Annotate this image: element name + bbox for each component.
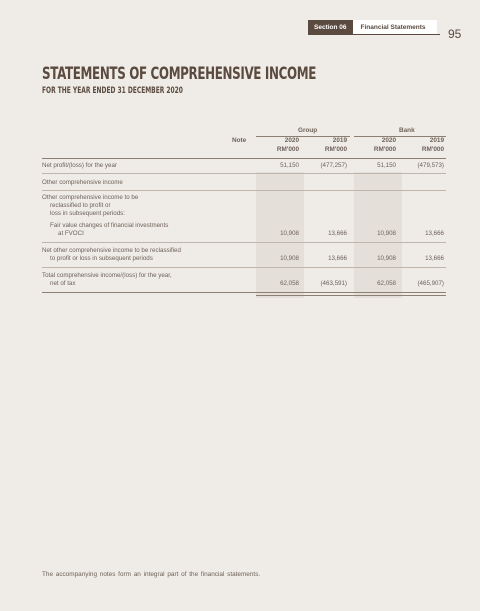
total-bank-2020: 62,058 (377, 280, 396, 287)
fair-value-group-2020: 10,908 (280, 230, 299, 237)
net-oci-bank-2020: 10,908 (377, 255, 396, 262)
page-number: 95 (448, 27, 462, 41)
total-line2: net of tax (50, 280, 76, 287)
section-title: Financial Statements (353, 20, 437, 34)
row-divider (42, 173, 446, 174)
page-title: STATEMENTS OF COMPREHENSIVE INCOME (42, 64, 316, 84)
net-oci-line2: to profit or loss in subsequent periods (50, 255, 153, 262)
header-bottom-rule (42, 158, 446, 159)
table-bottom-double-rule (256, 295, 446, 296)
col-group-2020-unit: RM'000 (276, 146, 299, 153)
net-oci-group-2020: 10,908 (280, 255, 299, 262)
fair-value-bank-2020: 10,908 (377, 230, 396, 237)
col-bank-2020-unit: RM'000 (373, 146, 396, 153)
net-oci-line1: Net other comprehensive income to be reclassified (42, 247, 181, 254)
header-divider (308, 34, 440, 35)
total-line1: Total comprehensive income/(loss) for the year, (42, 272, 172, 279)
col-bank-2020-year: 2020 (381, 137, 396, 144)
table-bottom-rule (42, 292, 446, 293)
col-group-2019-year: 2019 (332, 137, 347, 144)
net-profit-label: Net profit/(loss) for the year (42, 162, 117, 169)
fair-value-line1: Fair value changes of financial investments (50, 222, 169, 229)
net-profit-group-2019: (477,257) (320, 162, 347, 169)
col-bank-2019-year: 2019 (429, 137, 444, 144)
net-oci-bank-2019: 13,666 (425, 255, 444, 262)
footer-note: The accompanying notes form an integral part of the financial statements. (42, 571, 261, 578)
bank-header: Bank (399, 127, 415, 134)
col-bank-2019-unit: RM'000 (421, 146, 444, 153)
fair-value-bank-2019: 13,666 (425, 230, 444, 237)
net-oci-group-2019: 13,666 (328, 255, 347, 262)
oci-reclass-line2: reclassified to profit or (50, 202, 111, 209)
oci-heading: Other comprehensive income (42, 179, 123, 186)
oci-reclass-line1: Other comprehensive income to be (42, 194, 139, 201)
row-divider (42, 267, 446, 268)
row-divider (42, 190, 446, 191)
fair-value-line2: at FVOCI (58, 230, 84, 237)
oci-reclass-line3: loss in subsequent periods: (50, 210, 125, 217)
total-bank-2019: (465,907) (417, 280, 444, 287)
total-group-2019: (463,591) (320, 280, 347, 287)
fair-value-group-2019: 13,666 (328, 230, 347, 237)
group-header: Group (298, 127, 318, 134)
page-subtitle: FOR THE YEAR ENDED 31 DECEMBER 2020 (42, 86, 183, 96)
section-label: Section 06 (308, 20, 353, 34)
net-profit-bank-2019: (479,573) (417, 162, 444, 169)
section-header (308, 20, 437, 34)
col-group-2019-unit: RM'000 (324, 146, 347, 153)
total-group-2020: 62,058 (280, 280, 299, 287)
col-group-2020-year: 2020 (284, 137, 299, 144)
net-profit-group-2020: 51,150 (280, 162, 299, 169)
net-profit-bank-2020: 51,150 (377, 162, 396, 169)
note-header: Note (232, 137, 247, 144)
row-divider (42, 242, 446, 243)
